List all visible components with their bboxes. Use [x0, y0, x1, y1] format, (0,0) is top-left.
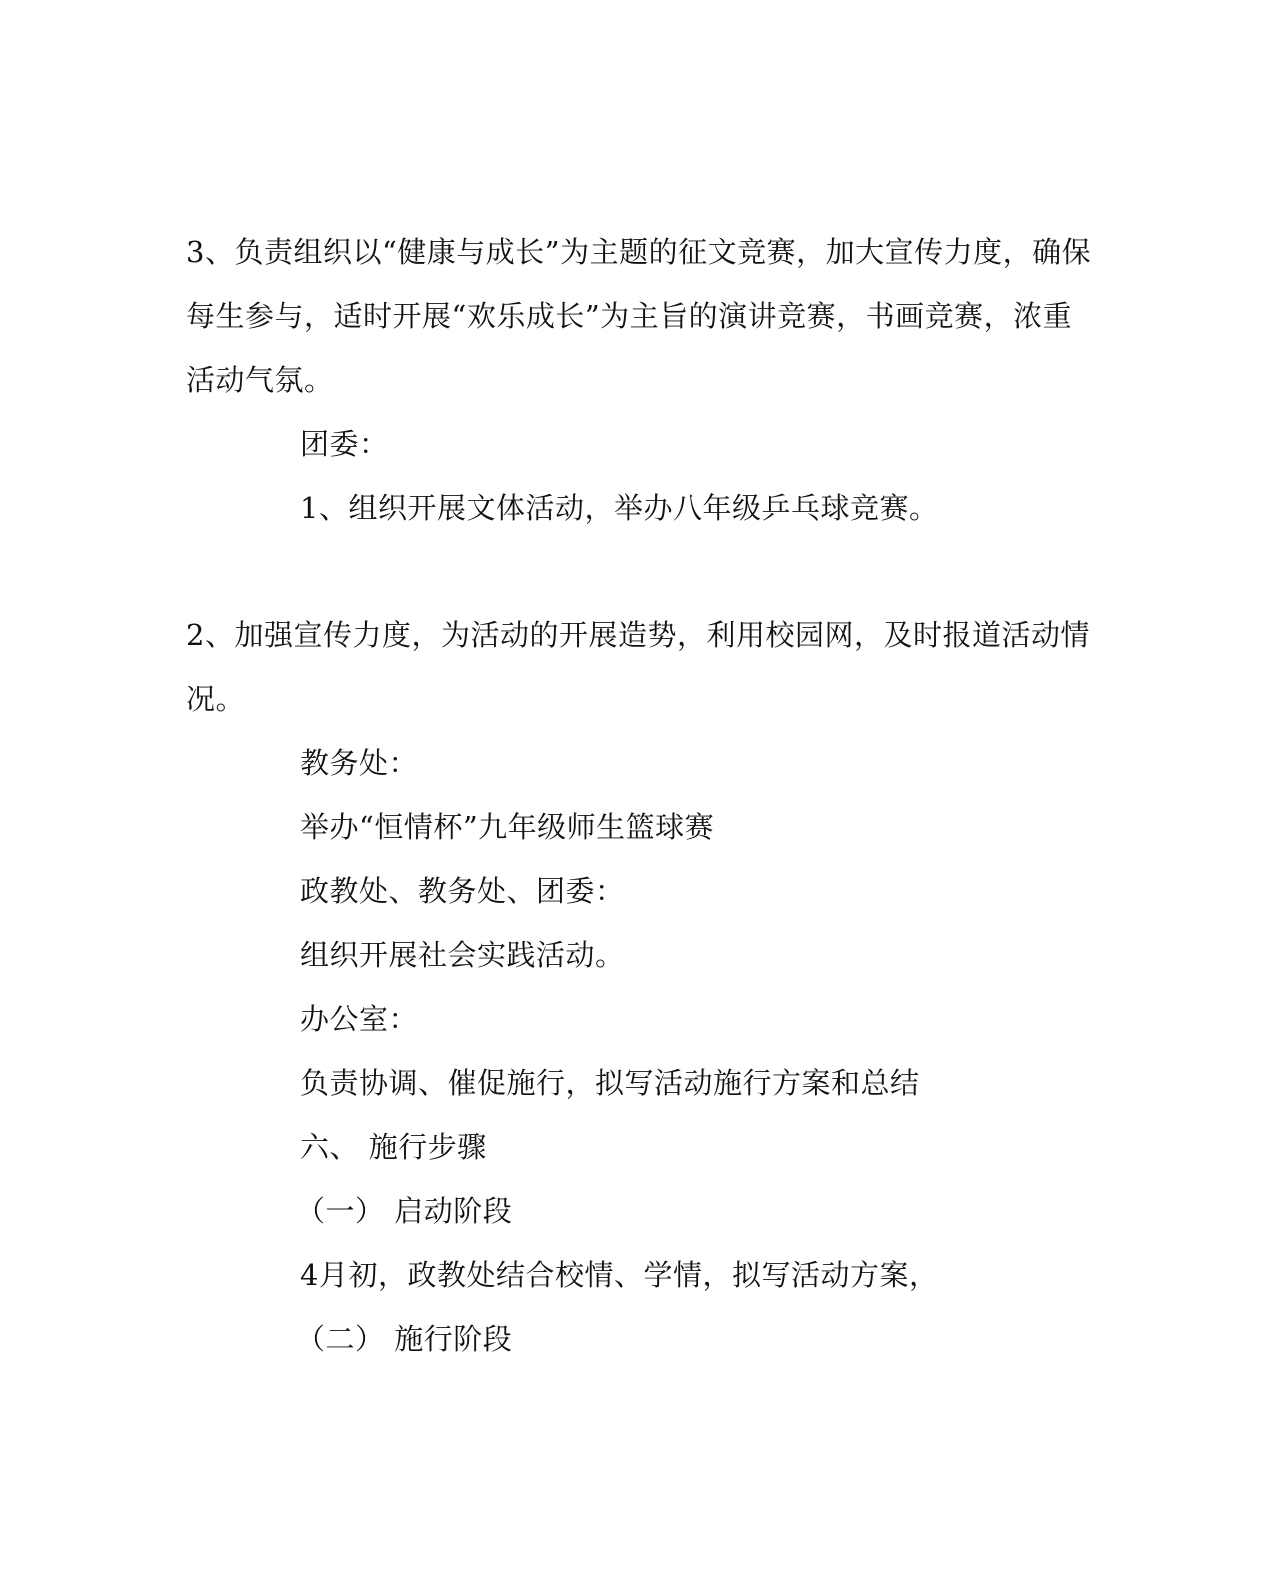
stage-1-heading: （一） 启动阶段	[296, 1194, 513, 1228]
heading-joint-departments: 政教处、教务处、团委：	[300, 874, 625, 908]
jiaowuchu-item: 举办“恒情杯”九年级师生篮球赛	[300, 810, 715, 844]
tuanwei-item-1: 1、组织开展文体活动，举办八年级乒乓球竞赛。	[300, 491, 939, 525]
stage-1-detail: 4月初，政教处结合校情、学情，拟写活动方案，	[300, 1258, 939, 1292]
heading-tuanwei: 团委：	[300, 427, 389, 461]
tuanwei-item-2-line-2: 况。	[186, 682, 246, 716]
heading-office: 办公室：	[300, 1002, 419, 1036]
paragraph-3-line-2: 每生参与，适时开展“欢乐成长”为主旨的演讲竞赛，书画竞赛，浓重	[186, 299, 1073, 333]
paragraph-3-line-3: 活动气氛。	[186, 363, 334, 397]
paragraph-3-line-1: 3、负责组织以“健康与成长”为主题的征文竞赛，加大宣传力度，确保	[186, 235, 1092, 269]
stage-2-heading: （二） 施行阶段	[296, 1322, 513, 1356]
tuanwei-item-2-line-1: 2、加强宣传力度，为活动的开展造势，利用校园网，及时报道活动情	[186, 618, 1090, 652]
heading-jiaowuchu: 教务处：	[300, 746, 419, 780]
joint-item: 组织开展社会实践活动。	[300, 938, 625, 972]
section-6-heading: 六、 施行步骤	[300, 1130, 487, 1164]
office-item: 负责协调、催促施行，拟写活动施行方案和总结	[300, 1066, 920, 1100]
